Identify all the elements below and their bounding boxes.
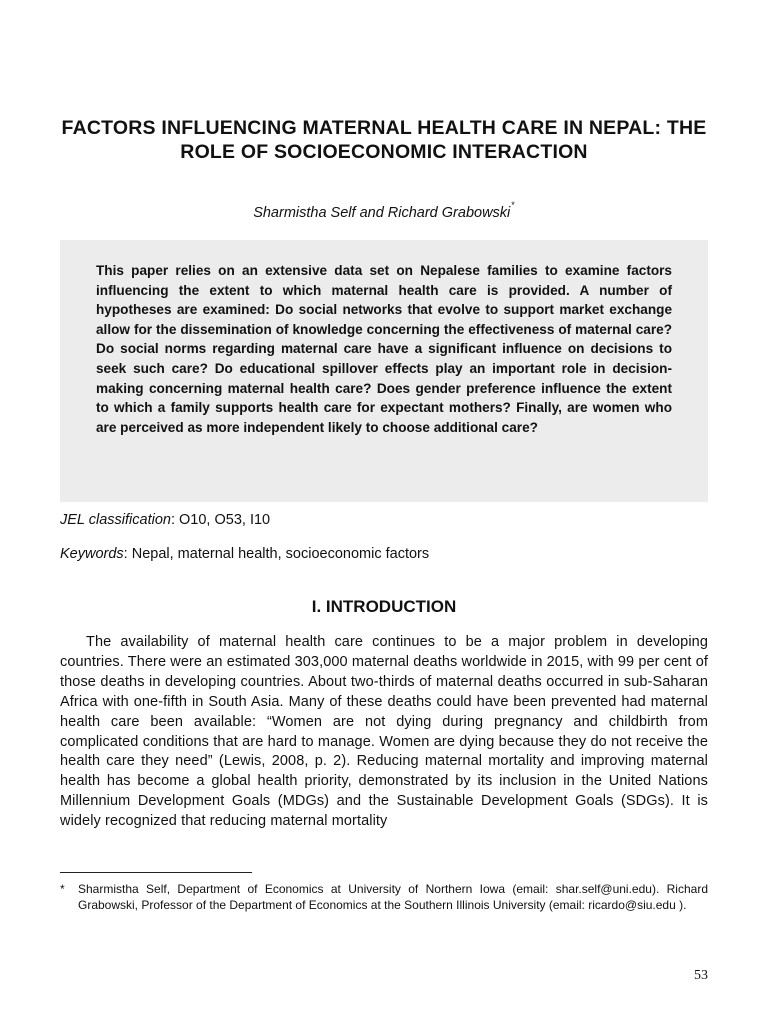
paper-title: FACTORS INFLUENCING MATERNAL HEALTH CARE IN NEPAL: THE ROLE OF SOCIOECONOMIC INTERACTION — [61, 117, 707, 163]
authors-names: Sharmistha Self and Richard Grabowski — [253, 205, 511, 221]
footnote-marker: * — [60, 882, 65, 896]
author-footnote — [60, 881, 708, 913]
jel-codes: : O10, O53, I10 — [170, 512, 271, 528]
jel-label: JEL classification — [60, 512, 171, 528]
section-heading-introduction: I. INTRODUCTION — [311, 597, 457, 616]
author-footnote-marker: * — [511, 200, 515, 210]
jel-classification — [60, 510, 708, 530]
author-line — [60, 195, 708, 223]
page-number: 53 — [694, 968, 708, 983]
footnote-text: Sharmistha Self, Department of Economics at University of Northern Iowa (email: shar.self@uni.edu). Richard Grabowski, Professor of the Department of Economics at the Southern Illinois University (email: ricardo@siu.edu ). — [78, 882, 708, 912]
abstract-box — [60, 240, 708, 502]
footnote-divider — [60, 872, 252, 873]
abstract-text: This paper relies on an extensive data set on Nepalese families to examine factors influencing the extent to which maternal health care is provided. A number of hypotheses are examined: Do social networks that evolve to support market exchange allow for the dissemination of knowledge concerning the effectiveness of maternal care? Do social norms regarding maternal care have a significant influence on decisions to seek such care? Do educational spillover effects play an important role in decision-making concerning maternal health care? Does gender preference influence the extent to which a family supports health care for expectant mothers? Finally, are women who are perceived as more independent likely to choose additional care? — [96, 263, 672, 435]
introduction-paragraph: The availability of maternal health care continues to be a major problem in developing countries. There were an estimated 303,000 maternal deaths worldwide in 2015, with 99 per cent of those deaths in developing countries. About two-thirds of maternal deaths occurred in sub-Saharan Africa with one-fifth in South Asia. Many of these deaths could have been prevented had maternal health care been available: “Women are not dying during pregnancy and childbirth from complicated conditions that are hard to manage. Women are dying because they do not receive the health care they need” (Lewis, 2008, p. 2). Reducing maternal mortality and improving maternal health has become a global health priority, demonstrated by its inclusion in the United Nations Millennium Development Goals (MDGs) and the Sustainable Development Goals (SDGs). It is widely recognized that reducing maternal mortality — [60, 634, 708, 830]
keywords-label: Keywords — [60, 546, 124, 562]
keywords-list: : Nepal, maternal health, socioeconomic factors — [123, 546, 430, 562]
keywords — [60, 544, 708, 564]
